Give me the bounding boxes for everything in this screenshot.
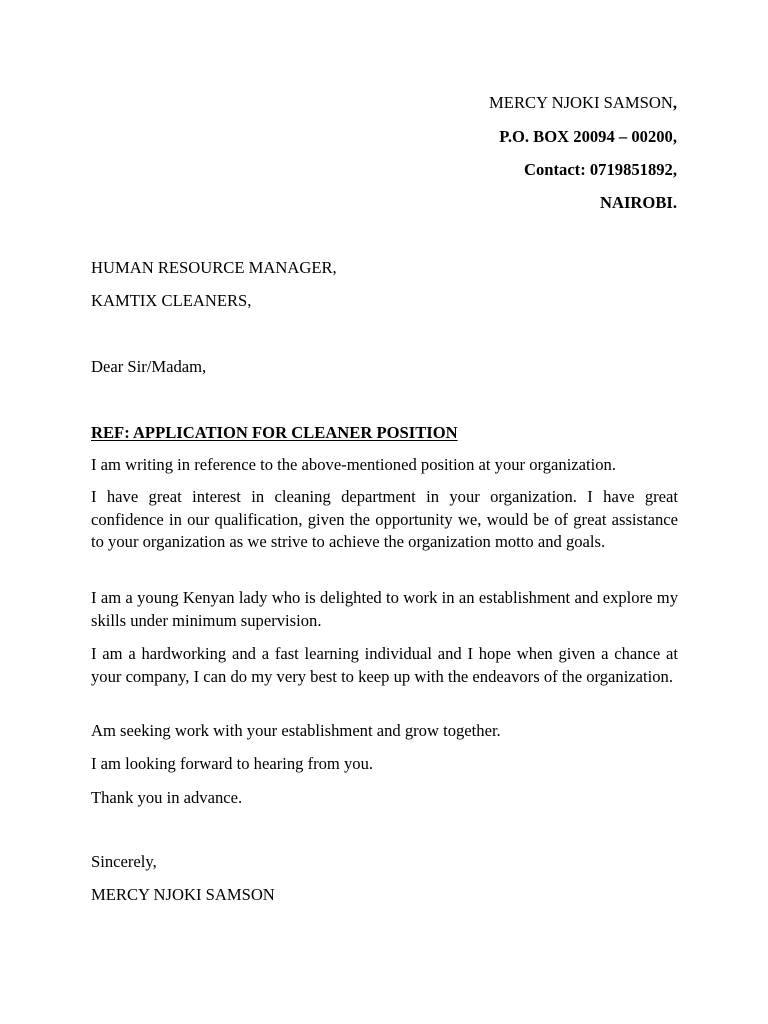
salutation: Dear Sir/Madam, — [91, 357, 207, 376]
body-paragraph-1: I am writing in reference to the above-mentioned position at your organization. — [91, 455, 616, 474]
body-paragraph-6: I am looking forward to hearing from you. — [91, 754, 374, 773]
body-paragraph-3: I am a young Kenyan lady who is delighted to work in an establishment and explore my skills under minimum supervision. — [91, 588, 678, 630]
sender-name-text: MERCY NJOKI SAMSON — [489, 93, 673, 112]
sender-contact: Contact: 0719851892, — [523, 160, 677, 179]
signature-name: MERCY NJOKI SAMSON — [91, 885, 275, 904]
body-paragraph-4: I am a hardworking and a fast learning individual and I hope when given a chance at your company, I can do my very best to keep up with the endeavors of the organization. — [91, 644, 678, 686]
body-paragraph-2: I have great interest in cleaning department in your organization. I have great confidence in our qualification, given the opportunity we, would be of great assistance to your organization as we strive to achieve the organization motto and goals. — [91, 487, 678, 552]
sender-address: P.O. BOX 20094 – 00200, — [499, 127, 677, 146]
sender-city: NAIROBI. — [600, 193, 677, 212]
recipient-company: KAMTIX CLEANERS, — [91, 291, 252, 310]
body-paragraph-7: Thank you in advance. — [91, 788, 243, 807]
sender-name-comma: , — [672, 93, 677, 112]
sender-name — [489, 93, 677, 113]
recipient-title: HUMAN RESOURCE MANAGER, — [91, 258, 337, 277]
reference-line: REF: APPLICATION FOR CLEANER POSITION — [91, 423, 458, 442]
body-paragraph-5: Am seeking work with your establishment and grow together. — [91, 721, 501, 740]
closing: Sincerely, — [91, 852, 157, 871]
